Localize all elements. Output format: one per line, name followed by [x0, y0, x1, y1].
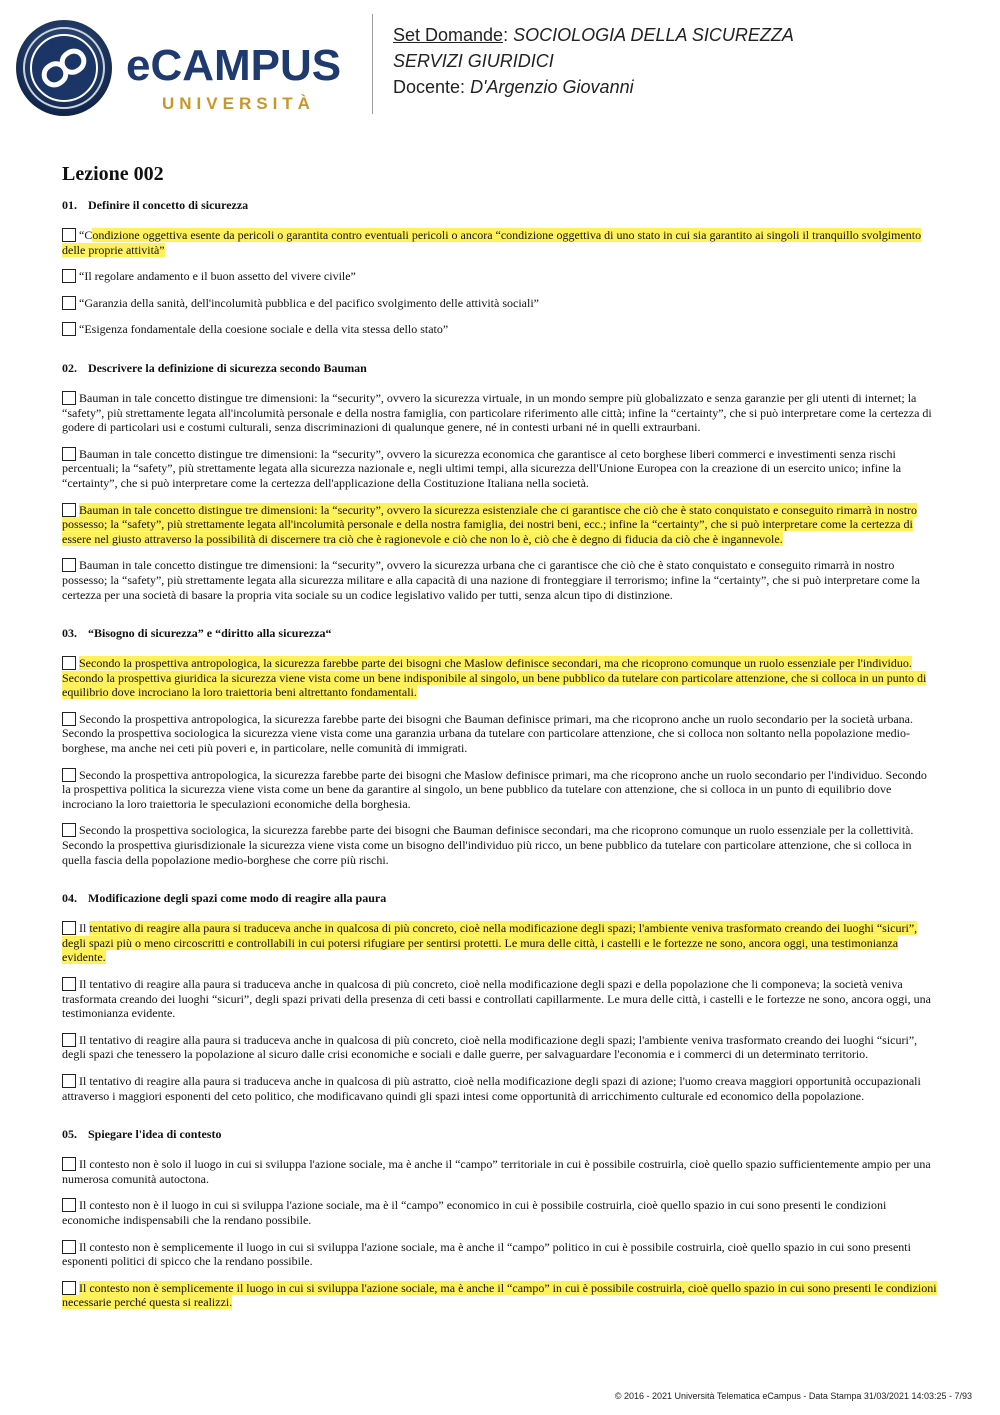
answer-text: Secondo la prospettiva sociologica, la sicurezza farebbe parte dei bisogni che Bauman definisce secondari, ma che ricoprono comunque un ruolo essenziale per la collettività. Secondo la prospettiva giurisdizionale la sicurezza viene vista come un bisogno dell'individuo più ricco, un bene pubblico da tutelare con particolare attenzione, che si colloca in quella fascia della popolazione medio-borghese che corre più rischi. — [62, 823, 914, 867]
answer-text: Il — [79, 921, 90, 936]
question-text: Descrivere la definizione di sicurezza secondo Bauman — [88, 360, 367, 375]
answer-checkbox[interactable] — [62, 322, 76, 336]
question-number: 02. — [62, 360, 77, 375]
answer-checkbox[interactable] — [62, 977, 76, 991]
question-title — [62, 891, 938, 906]
question-text: Modificazione degli spazi come modo di reagire alla paura — [88, 891, 387, 906]
question-text: “Bisogno di sicurezza” e “diritto alla sicurezza“ — [88, 626, 332, 641]
answer-option — [62, 269, 938, 284]
set-label: Set Domande — [393, 25, 504, 45]
answer-option — [62, 391, 938, 435]
answer-text: Il tentativo di reagire alla paura si traduceva anche in qualcosa di più concreto, cioè nella modificazione degli spazi e della popolazione che li componeva; la società veniva trasformata creando dei luoghi “sicuri”, degli spazi privati della presenza di ceti bassi e controllati capillarmente. Le mura delle città, i castelli e le fortezze ne sono, ancora oggi, una testimonianza evidente. — [62, 977, 931, 1021]
question-title — [62, 198, 938, 213]
answer-text: Il contesto non è il luogo in cui si sviluppa l'azione sociale, ma è il “campo” economico in cui è possibile costruirla, cioè quello spazio in cui sono presenti le condizioni economiche indispensabili che la rendano possibile. — [62, 1198, 887, 1227]
answer-checkbox[interactable] — [62, 391, 76, 405]
answer-checkbox[interactable] — [62, 1074, 76, 1088]
question-title — [62, 626, 938, 641]
question-number: 03. — [62, 626, 77, 641]
answer-option — [62, 1281, 938, 1310]
question-block — [62, 361, 938, 602]
answer-option — [62, 447, 938, 491]
question-block — [62, 1127, 938, 1310]
answer-checkbox[interactable] — [62, 921, 76, 935]
answer-option — [62, 1240, 938, 1269]
answer-text: Il tentativo di reagire alla paura si traduceva anche in qualcosa di più astratto, cioè nella modificazione degli spazi di azione; l'uomo creava maggiori opportunità occupazionali attraverso i maggiori esponenti del ceto politico, che modificavano quindi gli spazi intesi come opportunità di arricchimento culturale ed economico della popolazione. — [62, 1073, 921, 1103]
docente-value: D'Argenzio Giovanni — [470, 77, 634, 97]
answer-text: Secondo la prospettiva antropologica, la sicurezza farebbe parte dei bisogni che Bauman definisce primari, ma che ricoprono anche un ruolo secondario per la società urbana. Secondo la prospettiva sociologica la sicurezza viene vista come una garanzia urbana da tutelare con particolare attenzione, che si colloca non soltanto nella popolazione medio-borghese, ma anche nei ceti più poveri e, in particolare, nelle comunità di immigrati. — [62, 711, 913, 756]
question-text: Definire il concetto di sicurezza — [88, 198, 249, 212]
question-text: Spiegare l'idea di contesto — [88, 1127, 222, 1142]
page-header — [0, 0, 1000, 130]
answer-text: “Il regolare andamento e il buon assetto del vivere civile” — [79, 269, 356, 284]
header-divider — [372, 14, 373, 114]
answer-option — [62, 296, 938, 311]
answer-checkbox[interactable] — [62, 712, 76, 726]
header-info: Set Domande: SOCIOLOGIA DELLA SICUREZZA SERVIZI GIURIDICI Docente: D'Argenzio Giovanni — [393, 25, 794, 97]
answer-option — [62, 768, 938, 812]
lesson-title: Lezione 002 — [62, 163, 164, 185]
answer-checkbox[interactable] — [62, 768, 76, 782]
answer-text: Il tentativo di reagire alla paura si traduceva anche in qualcosa di più concreto, cioè nella modificazione degli spazi; l'ambiente veniva trasformato creando dei luoghi “sicuri”, degli spazi che tenessero la popolazione al sicuro dalle crisi economiche e sociali e dalle guerre, per salvaguardare l'economia e i commerci di un determinato territorio. — [62, 1032, 918, 1062]
answer-text: Bauman in tale concetto distingue tre dimensioni: la “security”, ovvero la sicurezza urbana che ci garantisce che ciò che è stato conquistato e conseguito rimarrà in nostro possesso; la “safety”, più strettamente legata alla sicurezza militare e alla capacità di una nazione di fronteggiare il terrorismo; infine la “certainty”, che si può interpretare come la certezza per una società di basare la propria vita sociale su un codice legislativo valido per tutti, senza alcun tipo di distinzione. — [62, 558, 920, 602]
answer-option — [62, 977, 938, 1021]
answer-text: Secondo la prospettiva antropologica, la sicurezza farebbe parte dei bisogni che Maslow definisce primari, ma che ricoprono anche un ruolo secondario per l'individuo. Secondo la prospettiva politica la sicurezza viene vista come un bene da garantire al singolo, un bene pubblico da tutelare con attenzione, che si colloca in un punto di equilibrio dove incrociano la loro traiettoria le speculazioni economiche della borghesia. — [62, 767, 927, 811]
answer-checkbox[interactable] — [62, 1198, 76, 1212]
answer-checkbox[interactable] — [62, 296, 76, 310]
answer-checkbox[interactable] — [62, 823, 76, 837]
answer-checkbox[interactable] — [62, 1240, 76, 1254]
docente-label: Docente: — [393, 77, 466, 97]
answer-checkbox[interactable] — [62, 269, 76, 283]
question-block — [62, 626, 938, 867]
set-value: SOCIOLOGIA DELLA SICUREZZA — [513, 25, 794, 45]
questions-content — [62, 163, 938, 1334]
answer-option — [62, 228, 938, 257]
answer-option — [62, 712, 938, 756]
answer-text-highlighted: Il contesto non è semplicemente il luogo in cui si sviluppa l'azione sociale, ma è anche il “campo” in cui è possibile costruirla, cioè quello spazio in cui sono presenti le condizioni necessarie perché questa si realizzi. — [62, 1280, 937, 1310]
question-block — [62, 198, 938, 337]
answer-text: “Esigenza fondamentale della coesione sociale e della vita stessa dello stato” — [79, 322, 449, 337]
answer-option — [62, 558, 938, 602]
question-number: 01. — [62, 198, 77, 212]
answer-text-highlighted: tentativo di reagire alla paura si traduceva anche in qualcosa di più concreto, cioè nella modificazione degli spazi; l'ambiente veniva trasformato creando dei luoghi “sicuri”, degli spazi più o meno circoscritti e controllabili in cui potersi rifugiare per sentirsi protetti. Le mura delle città, i castelli e le fortezze ne sono, ancora oggi, una testimonianza evidente. — [62, 921, 918, 965]
answer-text: Bauman in tale concetto distingue tre dimensioni: la “security”, ovvero la sicurezza virtuale, in un mondo sempre più globalizzato e senza garanzie per gli utenti di internet; la “safety”, più strettamente legata all'incolumità personale e della nostra famiglia, con particolare riferimento alle città; infine la “certainty”, che si può interpretare come la certezza di godere di particolari usi e costumi culturali, senza discriminazioni di qualunque genere, né in contesti urbani né in quelli extraurbani. — [62, 390, 932, 435]
course-line: SERVIZI GIURIDICI — [393, 51, 554, 71]
answer-option — [62, 1198, 938, 1227]
answer-checkbox[interactable] — [62, 656, 76, 670]
answer-text: Bauman in tale concetto distingue tre dimensioni: la “security”, ovvero la sicurezza economica che garantisce al ceto borghese liberi commerci e investimenti senza rischi percentuali; la “safety”, più strettamente legata alla sicurezza nazionale e, negli ultimi tempi, alla sicurezza dell'Unione Europea con la creazione di un esercito unico; infine la “certainty”, che si può interpretare come la certezza dell'applicazione della Costituzione Italiana nella società. — [62, 446, 902, 490]
question-list — [62, 198, 938, 1310]
answer-option — [62, 1074, 938, 1103]
answer-option — [62, 322, 938, 337]
answer-text: Il contesto non è semplicemente il luogo in cui si sviluppa l'azione sociale, ma è anche il “campo” politico in cui è possibile costruirla, cioè quello spazio in cui sono presenti esponenti politici di spicco che la rendano possibile. — [62, 1239, 911, 1269]
question-block — [62, 891, 938, 1103]
answer-option — [62, 1157, 938, 1186]
answer-text-highlighted: Bauman in tale concetto distingue tre dimensioni: la “security”, ovvero la sicurezza esistenziale che ci garantisce che ciò che è stato conquistato e conseguito rimarrà in nostro possesso; la “safety”, più strettamente legata all'incolumità personale e della nostra famiglia, dei nostri beni, ecc.; infine la “certainty”, che si può interpretare come la certezza di essere nel giusto attraverso la possibilità di discernere tra ciò che è ragionevole e ciò che non lo è, ciò che è degno di fiducia da ciò che è ingannevole. — [62, 502, 918, 546]
question-number: 05. — [62, 1127, 77, 1142]
answer-checkbox[interactable] — [62, 503, 76, 517]
answer-text-highlighted: ondizione oggettiva esente da pericoli o garantita contro eventuali pericoli o ancora “condizione oggettiva di uno stato in cui sia garantito ai singoli il tranquillo svolgimento delle proprie attività” — [62, 228, 922, 257]
page-footer: © 2016 - 2021 Università Telematica eCampus - Data Stampa 31/03/2021 14:03:25 - 7/93 — [614, 1391, 972, 1401]
answer-option — [62, 503, 938, 547]
logo-brand: eCAMPUS — [126, 41, 342, 90]
question-number: 04. — [62, 891, 77, 906]
answer-option — [62, 1033, 938, 1062]
answer-option — [62, 656, 938, 700]
answer-checkbox[interactable] — [62, 447, 76, 461]
answer-checkbox[interactable] — [62, 228, 76, 242]
answer-option — [62, 921, 938, 965]
answer-text-highlighted: Secondo la prospettiva antropologica, la sicurezza farebbe parte dei bisogni che Maslow definisce secondari, ma che ricoprono comunque un ruolo essenziale per l'individuo. Secondo la prospettiva giuridica la sicurezza viene vista come un bene indisponibile al singolo, un bene pubblico da tutelare con particolare attenzione, che si colloca in un punto di equilibrio dove incrociano la loro traiettoria beni altrettanto fondamentali. — [62, 656, 927, 700]
answer-option — [62, 823, 938, 867]
question-title — [62, 1127, 938, 1142]
ecampus-logo — [14, 18, 384, 118]
answer-text: “C — [79, 228, 93, 242]
answer-checkbox[interactable] — [62, 558, 76, 572]
answer-text: Il contesto non è solo il luogo in cui si sviluppa l'azione sociale, ma è anche il “campo” territoriale in cui è possibile costruirla, cioè quello spazio sufficientemente ampio per una numerosa comunità autoctona. — [62, 1157, 931, 1186]
answer-checkbox[interactable] — [62, 1281, 76, 1295]
answer-text: “Garanzia della sanità, dell'incolumità pubblica e del pacifico svolgimento delle attività sociali” — [79, 295, 539, 310]
question-title — [62, 361, 938, 376]
answer-checkbox[interactable] — [62, 1157, 76, 1171]
answer-checkbox[interactable] — [62, 1033, 76, 1047]
logo-sub: UNIVERSITÀ — [162, 94, 315, 113]
